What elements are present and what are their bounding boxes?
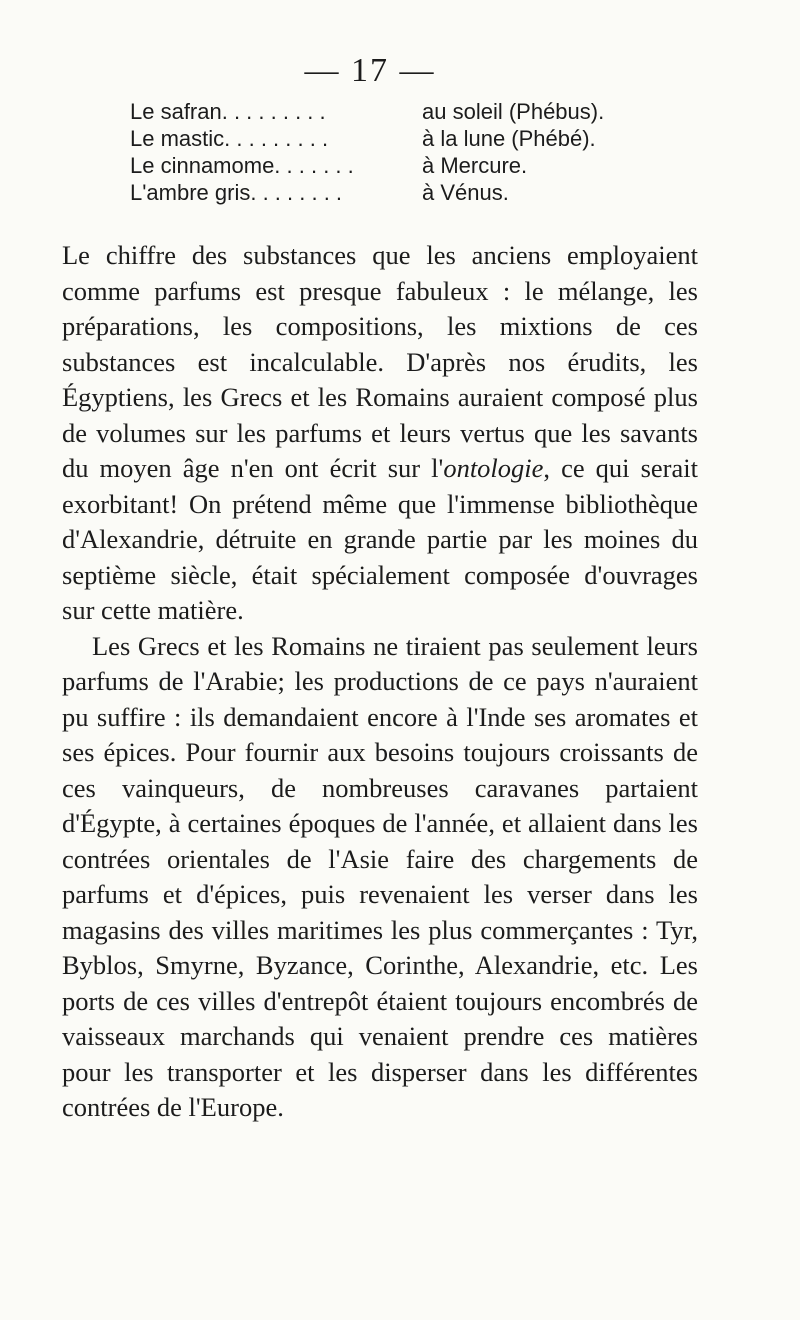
correspondence-list xyxy=(130,98,630,206)
page-number: — 17 — xyxy=(304,52,436,89)
list-row xyxy=(130,98,630,125)
body-text xyxy=(62,238,698,1126)
list-item-planet: à Mercure. xyxy=(422,153,528,178)
list-row xyxy=(130,125,630,152)
italic-term: ontologie xyxy=(443,453,544,483)
list-item-planet: à la lune (Phébé). xyxy=(422,126,596,151)
list-item-substance: Le cinnamome. . . . . . . xyxy=(130,153,354,178)
list-row xyxy=(130,179,630,206)
list-item-planet: à Vénus. xyxy=(422,180,509,205)
list-row xyxy=(130,152,630,179)
paragraph-text: , ce qui serait exorbitant! On prétend même que l'immense bibliothèque d'Alexandrie, détruite en grande partie par les moines du septième siècle, était spécialement composée d'ouvrages sur cette matière. xyxy=(62,453,698,625)
paragraph-text: Le chiffre des substances que les anciens employaient comme parfums est presque fabuleux : le mélange, les préparations, les compositions, les mixtions de ces substances est incalculable. D'après nos érudits, les Égyptiens, les Grecs et les Romains auraient composé plus de volumes sur les parfums et leurs vertus que les savants du moyen âge n'en ont écrit sur l' xyxy=(62,240,698,483)
list-item-substance: Le safran. . . . . . . . . xyxy=(130,99,326,124)
paragraph xyxy=(62,238,698,629)
list-item-substance: L'ambre gris. . . . . . . . xyxy=(130,180,343,205)
paragraph: Les Grecs et les Romains ne tiraient pas seulement leurs parfums de l'Arabie; les productions de ce pays n'auraient pu suffire : ils demandaient encore à l'Inde ses aromates et ses épices. Pour fournir aux besoins toujours croissants de ces vainqueurs, de nombreuses caravanes partaient d'Égypte, à certaines époques de l'année, et allaient dans les contrées orientales de l'Asie faire des chargements de parfums et d'épices, puis revenaient les verser dans les magasins des villes maritimes les plus commerçantes : Tyr, Byblos, Smyrne, Byzance, Corinthe, Alexandrie, etc. Les ports de ces villes d'entrepôt étaient toujours encombrés de vaisseaux marchands qui venaient prendre ces matières pour les transporter et les disperser dans les différentes contrées de l'Europe. xyxy=(62,630,698,1122)
list-item-substance: Le mastic. . . . . . . . . xyxy=(130,126,329,151)
list-item-planet: au soleil (Phébus). xyxy=(422,99,605,124)
